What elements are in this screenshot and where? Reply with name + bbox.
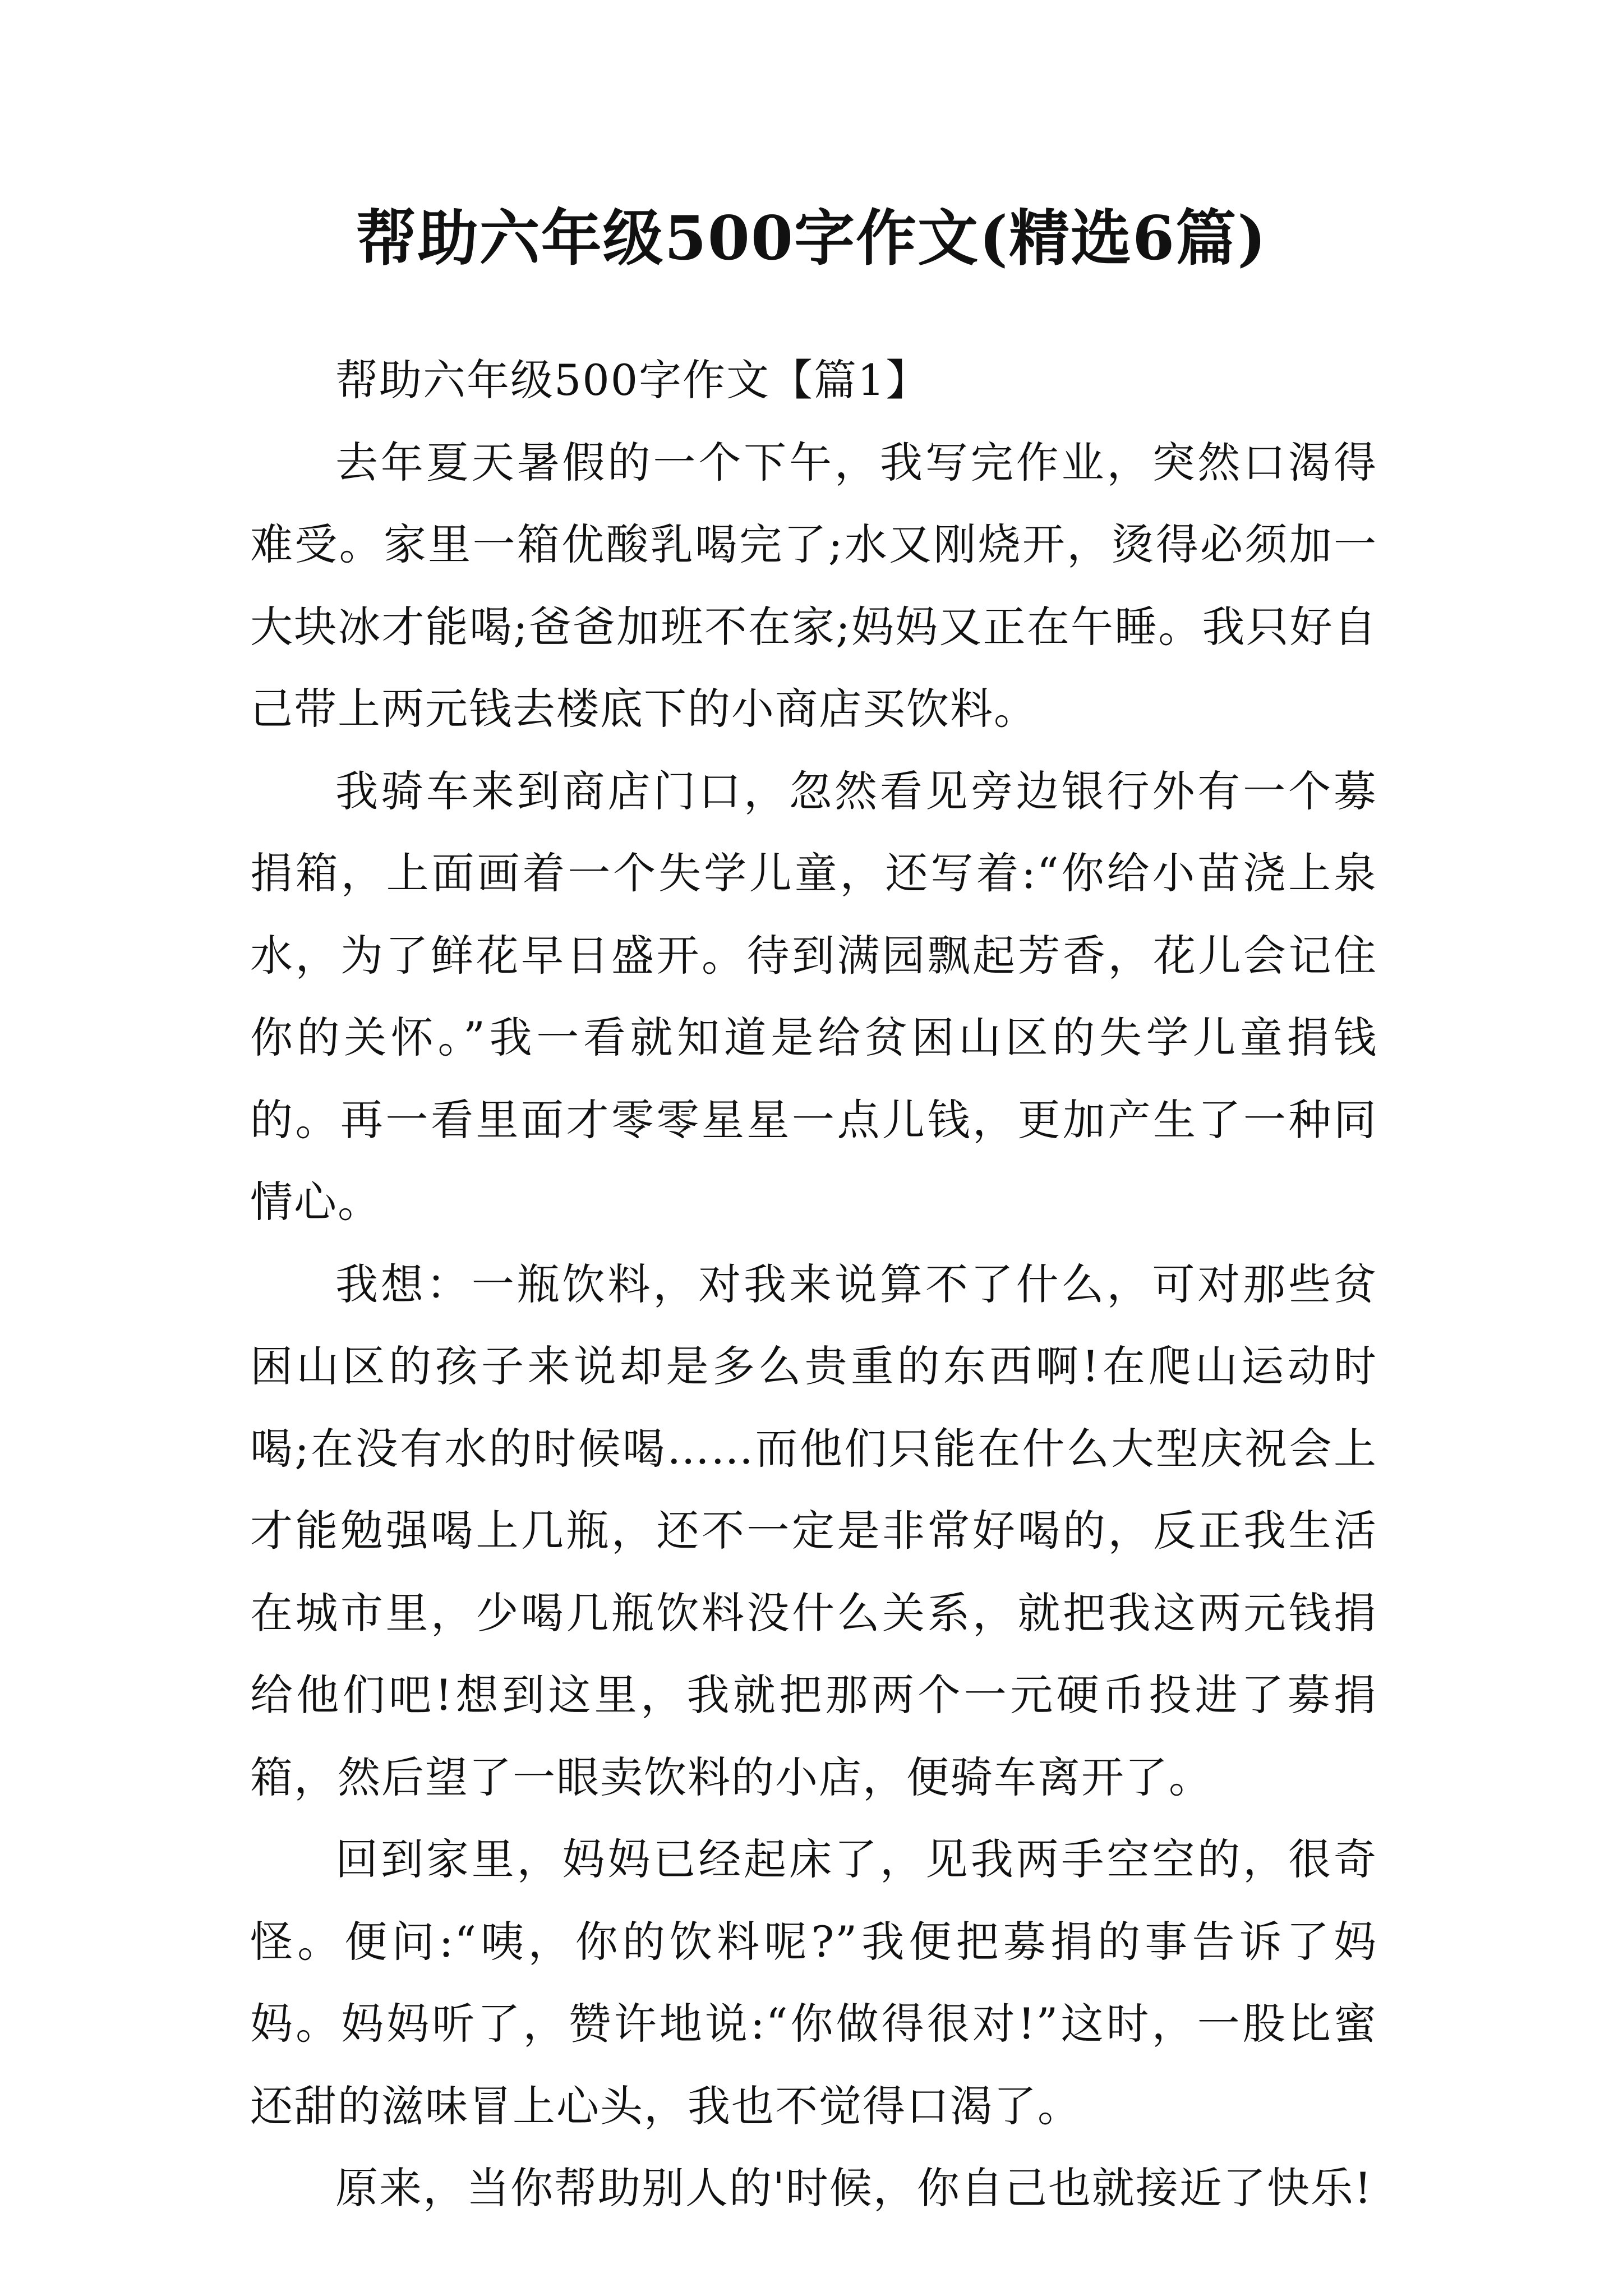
paragraph-2: 我骑车来到商店门口，忽然看见旁边银行外有一个募捐箱，上面画着一个失学儿童，还写着:“你给小苗浇上泉水，为了鲜花早日盛开。待到满园飘起芳香，花儿会记住你的关怀。”我一看就知道是给贫困山区的失学儿童捐钱的。再一看里面才零零星星一点儿钱，更加产生了一种同情心。 — [250, 766, 1377, 1227]
document-title: 帮助六年级500字作文(精选6篇) — [356, 203, 1267, 274]
paragraph-1: 去年夏天暑假的一个下午，我写完作业，突然口渴得难受。家里一箱优酸乳喝完了;水又刚烧开，烫得必须加一大块冰才能喝;爸爸加班不在家;妈妈又正在午睡。我只好自己带上两元钱去楼底下的小商店买饮料。 — [250, 437, 1377, 734]
document-body — [250, 339, 1377, 2230]
section-heading: 帮助六年级500字作文【篇1】 — [335, 355, 930, 405]
paragraph-3: 我想：一瓶饮料，对我来说算不了什么，可对那些贫困山区的孩子来说却是多么贵重的东西啊!在爬山运动时喝;在没有水的时候喝……而他们只能在什么大型庆祝会上才能勉强喝上几瓶，还不一定是非常好喝的，反正我生活在城市里，少喝几瓶饮料没什么关系，就把我这两元钱捐给他们吧!想到这里，我就把那两个一元硬币投进了募捐箱，然后望了一眼卖饮料的小店，便骑车离开了。 — [250, 1259, 1377, 1802]
paragraph-4: 回到家里，妈妈已经起床了，见我两手空空的，很奇怪。便问:“咦，你的饮料呢?”我便把募捐的事告诉了妈妈。妈妈听了，赞许地说:“你做得很对!”这时，一股比蜜还甜的滋味冒上心头，我也不觉得口渴了。 — [250, 1834, 1377, 2131]
paragraph-5: 原来，当你帮助别人的'时候，你自己也就接近了快乐! — [335, 2163, 1373, 2213]
